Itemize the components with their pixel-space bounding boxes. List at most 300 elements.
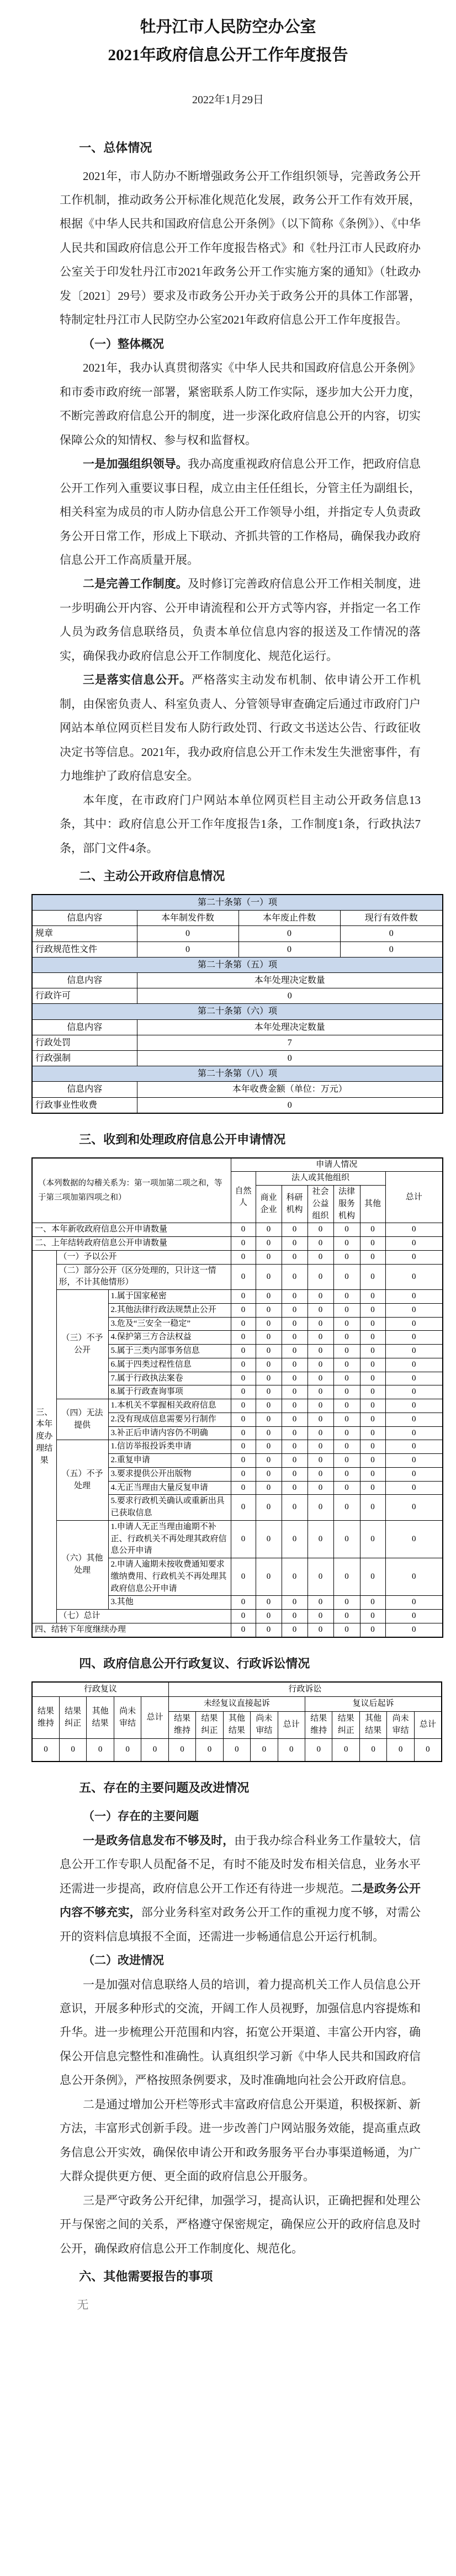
- row-label: 2.没有现成信息需要另行制作: [108, 1413, 231, 1426]
- row-label: 3.其他: [108, 1596, 231, 1610]
- value-cell: 0: [282, 1358, 307, 1372]
- value-cell: 0: [332, 1738, 359, 1762]
- value-cell: 0: [385, 1399, 443, 1413]
- value-cell: 0: [307, 1358, 333, 1372]
- value-cell: 0: [333, 1385, 360, 1399]
- value-cell: 0: [385, 1413, 443, 1426]
- value-cell: 0: [231, 1413, 256, 1426]
- value-cell: 0: [385, 1250, 443, 1264]
- value-cell: 0: [282, 1399, 307, 1413]
- table-row: [32, 1623, 443, 1637]
- reconciliation-note: （本列数据的勾稽关系为：第一项加第二项之和，等于第三项加第四项之和）: [32, 1158, 231, 1223]
- value-cell: 0: [385, 1317, 443, 1331]
- paragraph-improvement3: 三是严守政务公开纪律，加强学习，提高认识，正确把握和处理公开与保密之间的关系，严格遵守保密规定，确保应公开的政府信息及时公开，确保政府信息公开工作制度化、规范化。: [60, 2193, 421, 2255]
- col-header-cell: 结果维持: [305, 1712, 332, 1739]
- col-header-amount: 本年收费金额（单位：万元）: [137, 1082, 443, 1097]
- value-cell: 0: [282, 1520, 307, 1558]
- table-band-row: [32, 1004, 443, 1019]
- col-header-public-welfare: 社会公益组织: [307, 1186, 333, 1223]
- value-cell: 0: [385, 1610, 443, 1623]
- paragraph-none: 无: [77, 2298, 89, 2312]
- value-cell: 0: [360, 1264, 385, 1290]
- value-cell: 0: [333, 1495, 360, 1521]
- value-cell: 0: [307, 1481, 333, 1495]
- col-header-cell: 尚未审结: [251, 1712, 278, 1739]
- row-label: 四、结转下年度继续办理: [32, 1623, 231, 1637]
- col-header-other-result: 其他结果: [87, 1697, 114, 1738]
- value-cell: 0: [256, 1264, 282, 1290]
- value-cell: 0: [256, 1223, 282, 1237]
- group-label-annual-results: 三、本年度办理结果: [32, 1250, 56, 1623]
- paragraph-point3: [60, 668, 421, 788]
- value-cell: 0: [307, 1237, 333, 1251]
- col-header-cell: 尚未审结: [387, 1712, 414, 1739]
- heading-proactive-disclosure: 二、主动公开政府信息情况: [79, 869, 225, 884]
- value-cell: 0: [238, 926, 340, 941]
- value-cell: 0: [333, 1454, 360, 1468]
- row-label: 行政强制: [32, 1050, 137, 1066]
- value-cell: 0: [307, 1558, 333, 1596]
- value-cell: 0: [256, 1481, 282, 1495]
- value-cell: 0: [333, 1345, 360, 1358]
- row-label: 5.属于三类内部事务信息: [108, 1345, 231, 1358]
- value-cell: 0: [137, 926, 238, 941]
- row-label: 1.信访举报投诉类申请: [108, 1440, 231, 1454]
- value-cell: 0: [256, 1237, 282, 1251]
- value-cell: 0: [385, 1372, 443, 1385]
- value-cell: 0: [282, 1610, 307, 1623]
- point2-lead: 二是完善工作制度。: [83, 577, 188, 591]
- table-row: [32, 1399, 443, 1413]
- col-header-natural-person: 自然人: [231, 1172, 256, 1223]
- col-header-other: 其他: [360, 1186, 385, 1223]
- value-cell: 0: [231, 1454, 256, 1468]
- band-article20-item1: 第二十条第（一）项: [32, 895, 443, 911]
- value-cell: 0: [333, 1467, 360, 1481]
- subheading-general-overview: （一）整体概况: [83, 337, 164, 351]
- value-cell: 0: [307, 1495, 333, 1521]
- col-header-applicant: 申请人情况: [231, 1158, 443, 1172]
- row-label: 3.补正后申请内容仍不明确: [108, 1426, 231, 1440]
- value-cell: 0: [137, 1097, 443, 1113]
- value-cell: 0: [231, 1481, 256, 1495]
- table-row: [32, 1440, 443, 1454]
- table-header-row: [32, 1158, 443, 1172]
- value-cell: 0: [231, 1237, 256, 1251]
- col-header-valid: 现行有效件数: [340, 911, 443, 926]
- value-cell: 0: [256, 1426, 282, 1440]
- paragraph-improvement2: 二是通过增加公开栏等形式丰富政府信息公开渠道，积极探新、新方法，丰富形式创新手段。进一步改善门户网站服务效能，提高重点政务信息公开实效，确保依申请公开和政务服务平台办事渠道畅通，为广大群众提供更方便、更全面的政府信息公开服务。: [60, 2097, 421, 2183]
- col-header-cell: 总计: [278, 1712, 305, 1739]
- value-cell: 0: [256, 1303, 282, 1317]
- table-row: [32, 1250, 443, 1264]
- table-row: [32, 1050, 443, 1066]
- row-label: 2.其他法律行政法规禁止公开: [108, 1303, 231, 1317]
- table-header-row: [32, 1682, 442, 1697]
- row-label: 行政规范性文件: [32, 941, 137, 957]
- value-cell: 0: [282, 1303, 307, 1317]
- value-cell: 0: [196, 1738, 223, 1762]
- value-cell: 0: [282, 1223, 307, 1237]
- value-cell: 0: [256, 1413, 282, 1426]
- requests-table: [31, 1157, 443, 1638]
- paragraph-summary: 本年度，在市政府门户网站本单位网页栏目主动公开政务信息13条，其中：政府信息公开工作年度报告1条，工作制度1条，行政执法7条，部门文件4条。: [60, 793, 421, 855]
- row-label: 一、本年新收政府信息公开申请数量: [32, 1223, 231, 1237]
- problem1-text: 由于我办综合科业务工作量较大，信息公开工作专职人员配备不足，有时不能及时发布相关信息，业务水平还需进一步提高，政府信息公开工作还有待进一步规范。: [60, 1833, 421, 1895]
- row-label: 行政处罚: [32, 1035, 137, 1050]
- value-cell: 0: [333, 1623, 360, 1637]
- value-cell: 0: [360, 1303, 385, 1317]
- col-header-cell: 其他结果: [223, 1712, 250, 1739]
- value-cell: 0: [360, 1623, 385, 1637]
- value-cell: 0: [360, 1237, 385, 1251]
- value-cell: 0: [59, 1738, 86, 1762]
- paragraph-intro: 2021年，市人防办不断增强政务公开工作组织领导，完善政务公开工作机制，推动政务公开标准化规范化发展，政务公开工作有效开展，根据《中华人民共和国政府信息公开条例》（以下简称《条例》）、《中华人民共和国政府信息公开工作年度报告格式》和《牡丹江市人民政府办公室关于印发牡丹江市2021年政务公开工作实施方案的通知》（牡政办发〔2021〕29号）要求及市政务公开办关于政务公开的具体工作部署，特制定牡丹江市人民防空办公室2021年政府信息公开工作年度报告。: [60, 169, 421, 327]
- value-cell: 0: [385, 1385, 443, 1399]
- value-cell: 0: [360, 1385, 385, 1399]
- row-label: 3.危及“三安全一稳定”: [108, 1317, 231, 1331]
- row-label: （七）总计: [56, 1610, 231, 1623]
- value-cell: 0: [360, 1250, 385, 1264]
- value-cell: 0: [282, 1264, 307, 1290]
- value-cell: 0: [385, 1290, 443, 1304]
- value-cell: 0: [340, 926, 443, 941]
- col-header-result-corrected: 结果纠正: [59, 1697, 86, 1738]
- value-cell: 0: [282, 1623, 307, 1637]
- value-cell: 0: [307, 1290, 333, 1304]
- value-cell: 0: [385, 1623, 443, 1637]
- row-label: 7.属于行政执法案卷: [108, 1372, 231, 1385]
- doc-body: [0, 139, 456, 886]
- value-cell: 0: [231, 1558, 256, 1596]
- value-cell: 0: [385, 1331, 443, 1345]
- value-cell: 0: [385, 1558, 443, 1596]
- paragraph-point2: [60, 572, 421, 668]
- value-cell: 0: [385, 1481, 443, 1495]
- value-cell: 0: [360, 1223, 385, 1237]
- problem2-text: 部分业务科室对政务公开工作的重视力度不够，对需公开的资料信息填报不全面，还需进一步畅通信息公开运行机制。: [60, 1906, 421, 1943]
- row-label: 5.要求行政机关确认或重新出具已获取信息: [108, 1495, 231, 1521]
- value-cell: 0: [231, 1623, 256, 1637]
- value-cell: 0: [231, 1372, 256, 1385]
- value-cell: 0: [387, 1738, 414, 1762]
- value-cell: 0: [333, 1303, 360, 1317]
- paragraph-problems: [60, 1829, 421, 1949]
- value-cell: 0: [282, 1290, 307, 1304]
- row-label: 4.无正当理由大量反复申请: [108, 1481, 231, 1495]
- band-article20-item6: 第二十条第（六）项: [32, 1004, 443, 1019]
- problem2-lead: 二是政务公开内容不够充实，: [60, 1881, 421, 1919]
- value-cell: 0: [256, 1520, 282, 1558]
- value-cell: 0: [385, 1467, 443, 1481]
- value-cell: 0: [256, 1623, 282, 1637]
- row-label: 6.属于四类过程性信息: [108, 1358, 231, 1372]
- value-cell: 0: [385, 1440, 443, 1454]
- value-cell: 0: [256, 1317, 282, 1331]
- table-band-row: [32, 957, 443, 972]
- value-cell: 0: [307, 1467, 333, 1481]
- value-cell: 0: [360, 1413, 385, 1426]
- row-label: 1.属于国家秘密: [108, 1290, 231, 1304]
- value-cell: 0: [282, 1481, 307, 1495]
- value-cell: 0: [307, 1596, 333, 1610]
- value-cell: 0: [231, 1358, 256, 1372]
- value-cell: 0: [333, 1440, 360, 1454]
- subheading-improvements: （二）改进情况: [83, 1954, 164, 1967]
- value-cell: 0: [282, 1467, 307, 1481]
- value-cell: 0: [256, 1596, 282, 1610]
- value-cell: 0: [333, 1426, 360, 1440]
- value-cell: 0: [307, 1610, 333, 1623]
- value-cell: 0: [385, 1223, 443, 1237]
- value-cell: 0: [385, 1345, 443, 1358]
- value-cell: 0: [333, 1237, 360, 1251]
- value-cell: 0: [282, 1250, 307, 1264]
- point3-lead: 三是落实信息公开。: [83, 673, 192, 687]
- band-article20-item5: 第二十条第（五）项: [32, 957, 443, 972]
- value-cell: 0: [414, 1738, 442, 1762]
- value-cell: 0: [32, 1738, 59, 1762]
- value-cell: 0: [256, 1385, 282, 1399]
- col-header-total: 总计: [385, 1172, 443, 1223]
- proactive-disclosure-table: [31, 894, 443, 1114]
- value-cell: 0: [360, 1345, 385, 1358]
- value-cell: 0: [307, 1454, 333, 1468]
- table-row: [32, 1738, 442, 1762]
- value-cell: 0: [360, 1454, 385, 1468]
- value-cell: 0: [137, 1050, 443, 1066]
- value-cell: 0: [333, 1481, 360, 1495]
- value-cell: 0: [360, 1358, 385, 1372]
- value-cell: 0: [87, 1738, 114, 1762]
- value-cell: 0: [231, 1426, 256, 1440]
- value-cell: 0: [360, 1290, 385, 1304]
- heading-review-litigation: 四、政府信息公开行政复议、行政诉讼情况: [79, 1656, 310, 1670]
- value-cell: 0: [333, 1250, 360, 1264]
- value-cell: 0: [333, 1317, 360, 1331]
- col-header-count: 本年处理决定数量: [137, 1019, 443, 1035]
- value-cell: 0: [360, 1610, 385, 1623]
- row-label: 2.重复申请: [108, 1454, 231, 1468]
- value-cell: 0: [282, 1440, 307, 1454]
- value-cell: 0: [340, 941, 443, 957]
- value-cell: 0: [137, 988, 443, 1004]
- table-row: [32, 1223, 443, 1237]
- value-cell: 0: [231, 1250, 256, 1264]
- col-header-research: 科研机构: [282, 1186, 307, 1223]
- subheading-main-problems: （一）存在的主要问题: [83, 1810, 199, 1823]
- value-cell: 0: [360, 1520, 385, 1558]
- doc-title-line1: 牡丹江市人民防空办公室: [140, 18, 316, 36]
- value-cell: 0: [333, 1596, 360, 1610]
- row-label: 1.本机关不掌握相关政府信息: [108, 1399, 231, 1413]
- value-cell: 0: [256, 1290, 282, 1304]
- value-cell: 0: [307, 1385, 333, 1399]
- table-row: [32, 988, 443, 1004]
- table-row: [32, 1035, 443, 1050]
- value-cell: 0: [231, 1520, 256, 1558]
- value-cell: 0: [360, 1596, 385, 1610]
- value-cell: 0: [333, 1290, 360, 1304]
- value-cell: 0: [307, 1264, 333, 1290]
- doc-title-line2: 2021年政府信息公开工作年度报告: [108, 46, 348, 64]
- value-cell: 0: [307, 1372, 333, 1385]
- value-cell: 0: [114, 1738, 141, 1762]
- col-header-issued: 本年制发件数: [137, 911, 238, 926]
- row-label: 二、上年结转政府信息公开申请数量: [32, 1237, 231, 1251]
- col-header-direct-suit: 未经复议直接起诉: [168, 1697, 305, 1712]
- value-cell: 0: [385, 1495, 443, 1521]
- value-cell: 0: [307, 1399, 333, 1413]
- value-cell: 0: [307, 1250, 333, 1264]
- value-cell: 0: [307, 1303, 333, 1317]
- col-header-count: 本年处理决定数量: [137, 973, 443, 988]
- value-cell: 0: [256, 1250, 282, 1264]
- row-label: 4.保护第三方合法权益: [108, 1331, 231, 1345]
- table-row: [32, 1610, 443, 1623]
- value-cell: 0: [359, 1738, 386, 1762]
- table-header-row: [32, 1082, 443, 1097]
- value-cell: 0: [360, 1440, 385, 1454]
- value-cell: 0: [256, 1454, 282, 1468]
- value-cell: 0: [231, 1385, 256, 1399]
- value-cell: 0: [360, 1399, 385, 1413]
- value-cell: 0: [231, 1317, 256, 1331]
- value-cell: 0: [282, 1426, 307, 1440]
- col-header-cell: 结果纠正: [332, 1712, 359, 1739]
- value-cell: 0: [360, 1331, 385, 1345]
- value-cell: 0: [282, 1454, 307, 1468]
- col-header-cell: 结果维持: [168, 1712, 195, 1739]
- value-cell: 0: [360, 1372, 385, 1385]
- group-label-other-handling: （六）其他处理: [56, 1520, 108, 1609]
- value-cell: 0: [282, 1495, 307, 1521]
- row-label: （二）部分公开（区分处理的，只计这一情形，不计其他情形）: [56, 1264, 231, 1290]
- value-cell: 0: [231, 1303, 256, 1317]
- value-cell: 0: [282, 1372, 307, 1385]
- value-cell: 0: [333, 1223, 360, 1237]
- value-cell: 0: [333, 1413, 360, 1426]
- value-cell: 0: [256, 1372, 282, 1385]
- col-header-repealed: 本年废止件数: [238, 911, 340, 926]
- table-band-row: [32, 1066, 443, 1082]
- value-cell: 0: [360, 1467, 385, 1481]
- col-header-legal-service: 法律服务机构: [333, 1186, 360, 1223]
- value-cell: 0: [333, 1610, 360, 1623]
- row-label: 8.属于行政查询事项: [108, 1385, 231, 1399]
- table-row: [32, 1097, 443, 1113]
- group-label-not-processed: （五）不予处理: [56, 1440, 108, 1521]
- value-cell: 0: [360, 1558, 385, 1596]
- table-header-row: [32, 973, 443, 988]
- col-header-cell: 总计: [414, 1712, 442, 1739]
- table-header-row: [32, 1019, 443, 1035]
- value-cell: 0: [307, 1317, 333, 1331]
- point1-lead: 一是加强组织领导。: [83, 457, 188, 471]
- table-row: [32, 941, 443, 957]
- band-article20-item8: 第二十条第（八）项: [32, 1066, 443, 1082]
- heading-problems-improvements: 五、存在的主要问题及改进情况: [79, 1781, 250, 1795]
- problem1-lead: 一是政务信息发布不够及时，: [83, 1833, 235, 1847]
- value-cell: 0: [256, 1558, 282, 1596]
- col-header-info: 信息内容: [32, 973, 137, 988]
- table-header-row: [32, 911, 443, 926]
- value-cell: 0: [305, 1738, 332, 1762]
- value-cell: 0: [360, 1426, 385, 1440]
- value-cell: 0: [333, 1399, 360, 1413]
- value-cell: 0: [256, 1399, 282, 1413]
- value-cell: 0: [223, 1738, 250, 1762]
- table-row: [32, 1264, 443, 1290]
- value-cell: 0: [360, 1317, 385, 1331]
- value-cell: 0: [307, 1223, 333, 1237]
- value-cell: 0: [282, 1596, 307, 1610]
- value-cell: 0: [385, 1303, 443, 1317]
- value-cell: 0: [256, 1495, 282, 1521]
- value-cell: 0: [307, 1520, 333, 1558]
- table-header-row: [32, 1697, 442, 1712]
- value-cell: 0: [385, 1237, 443, 1251]
- row-label: 3.要求提供公开出版物: [108, 1467, 231, 1481]
- value-cell: 0: [385, 1358, 443, 1372]
- point2-text: 及时修订完善政府信息公开工作相关制度，进一步明确公开内容、公开申请流程和公开方式等内容，并指定一名工作人员为政务信息联络员，负责本单位信息内容的报送及工作情况的落实，确保我办政府信息公开工作制度化、规范化运行。: [60, 577, 421, 663]
- col-header-info: 信息内容: [32, 1082, 137, 1097]
- value-cell: 0: [307, 1426, 333, 1440]
- col-header-admin-review: 行政复议: [32, 1682, 168, 1697]
- group-label-not-disclosed: （三）不予公开: [56, 1290, 108, 1399]
- value-cell: 0: [385, 1520, 443, 1558]
- col-header-admin-litigation: 行政诉讼: [168, 1682, 442, 1697]
- value-cell: 0: [307, 1413, 333, 1426]
- value-cell: 0: [231, 1610, 256, 1623]
- table-row: [32, 1290, 443, 1304]
- row-label: （一）予以公开: [56, 1250, 231, 1264]
- paragraph-general: 2021年，我办认真贯彻落实《中华人民共和国政府信息公开条例》和市委市政府统一部署，紧密联系人防工作实际，逐步加大公开力度，不断完善政府信息公开的制度，进一步深化政府信息公开的内容，切实保障公众的知情权、参与权和监督权。: [60, 361, 421, 447]
- value-cell: 0: [256, 1358, 282, 1372]
- review-litigation-table: [31, 1681, 442, 1763]
- paragraph-improvement1: 一是加强对信息联络人员的培训，着力提高机关工作人员信息公开意识，开展多种形式的交流，开阔工作人员视野，加强信息内容提炼和升华。进一步梳理公开范围和内容，拓宽公开渠道、丰富公开内容，确保公开信息完整性和准确性。认真组织学习新《中华人民共和国政府信息公开条例》，严格按照条例要求，及时准确地向社会公开政府信息。: [60, 1977, 421, 2087]
- value-cell: 0: [333, 1520, 360, 1558]
- col-header-info: 信息内容: [32, 911, 137, 926]
- value-cell: 0: [333, 1558, 360, 1596]
- value-cell: 0: [385, 1454, 443, 1468]
- value-cell: 0: [256, 1345, 282, 1358]
- doc-body-3: [0, 1654, 456, 1673]
- value-cell: 0: [141, 1738, 168, 1762]
- doc-body-2: [0, 1130, 456, 1149]
- value-cell: 0: [231, 1223, 256, 1237]
- value-cell: 0: [231, 1264, 256, 1290]
- col-header-suit-after-review: 复议后起诉: [305, 1697, 442, 1712]
- doc-date: 2022年1月29日: [192, 93, 264, 106]
- value-cell: 0: [231, 1331, 256, 1345]
- value-cell: 0: [278, 1738, 305, 1762]
- value-cell: 0: [333, 1358, 360, 1372]
- value-cell: 0: [168, 1738, 195, 1762]
- value-cell: 0: [385, 1596, 443, 1610]
- value-cell: 0: [307, 1623, 333, 1637]
- row-label: 规章: [32, 926, 137, 941]
- value-cell: 7: [137, 1035, 443, 1050]
- col-header-info: 信息内容: [32, 1019, 137, 1035]
- value-cell: 0: [251, 1738, 278, 1762]
- col-header-business: 商业企业: [256, 1186, 282, 1223]
- value-cell: 0: [256, 1440, 282, 1454]
- paragraph-point1: [60, 452, 421, 572]
- row-label: 1.申请人无正当理由逾期不补正、行政机关不再处理其政府信息公开申请: [108, 1520, 231, 1558]
- col-header-cell: 其他结果: [359, 1712, 386, 1739]
- value-cell: 0: [282, 1331, 307, 1345]
